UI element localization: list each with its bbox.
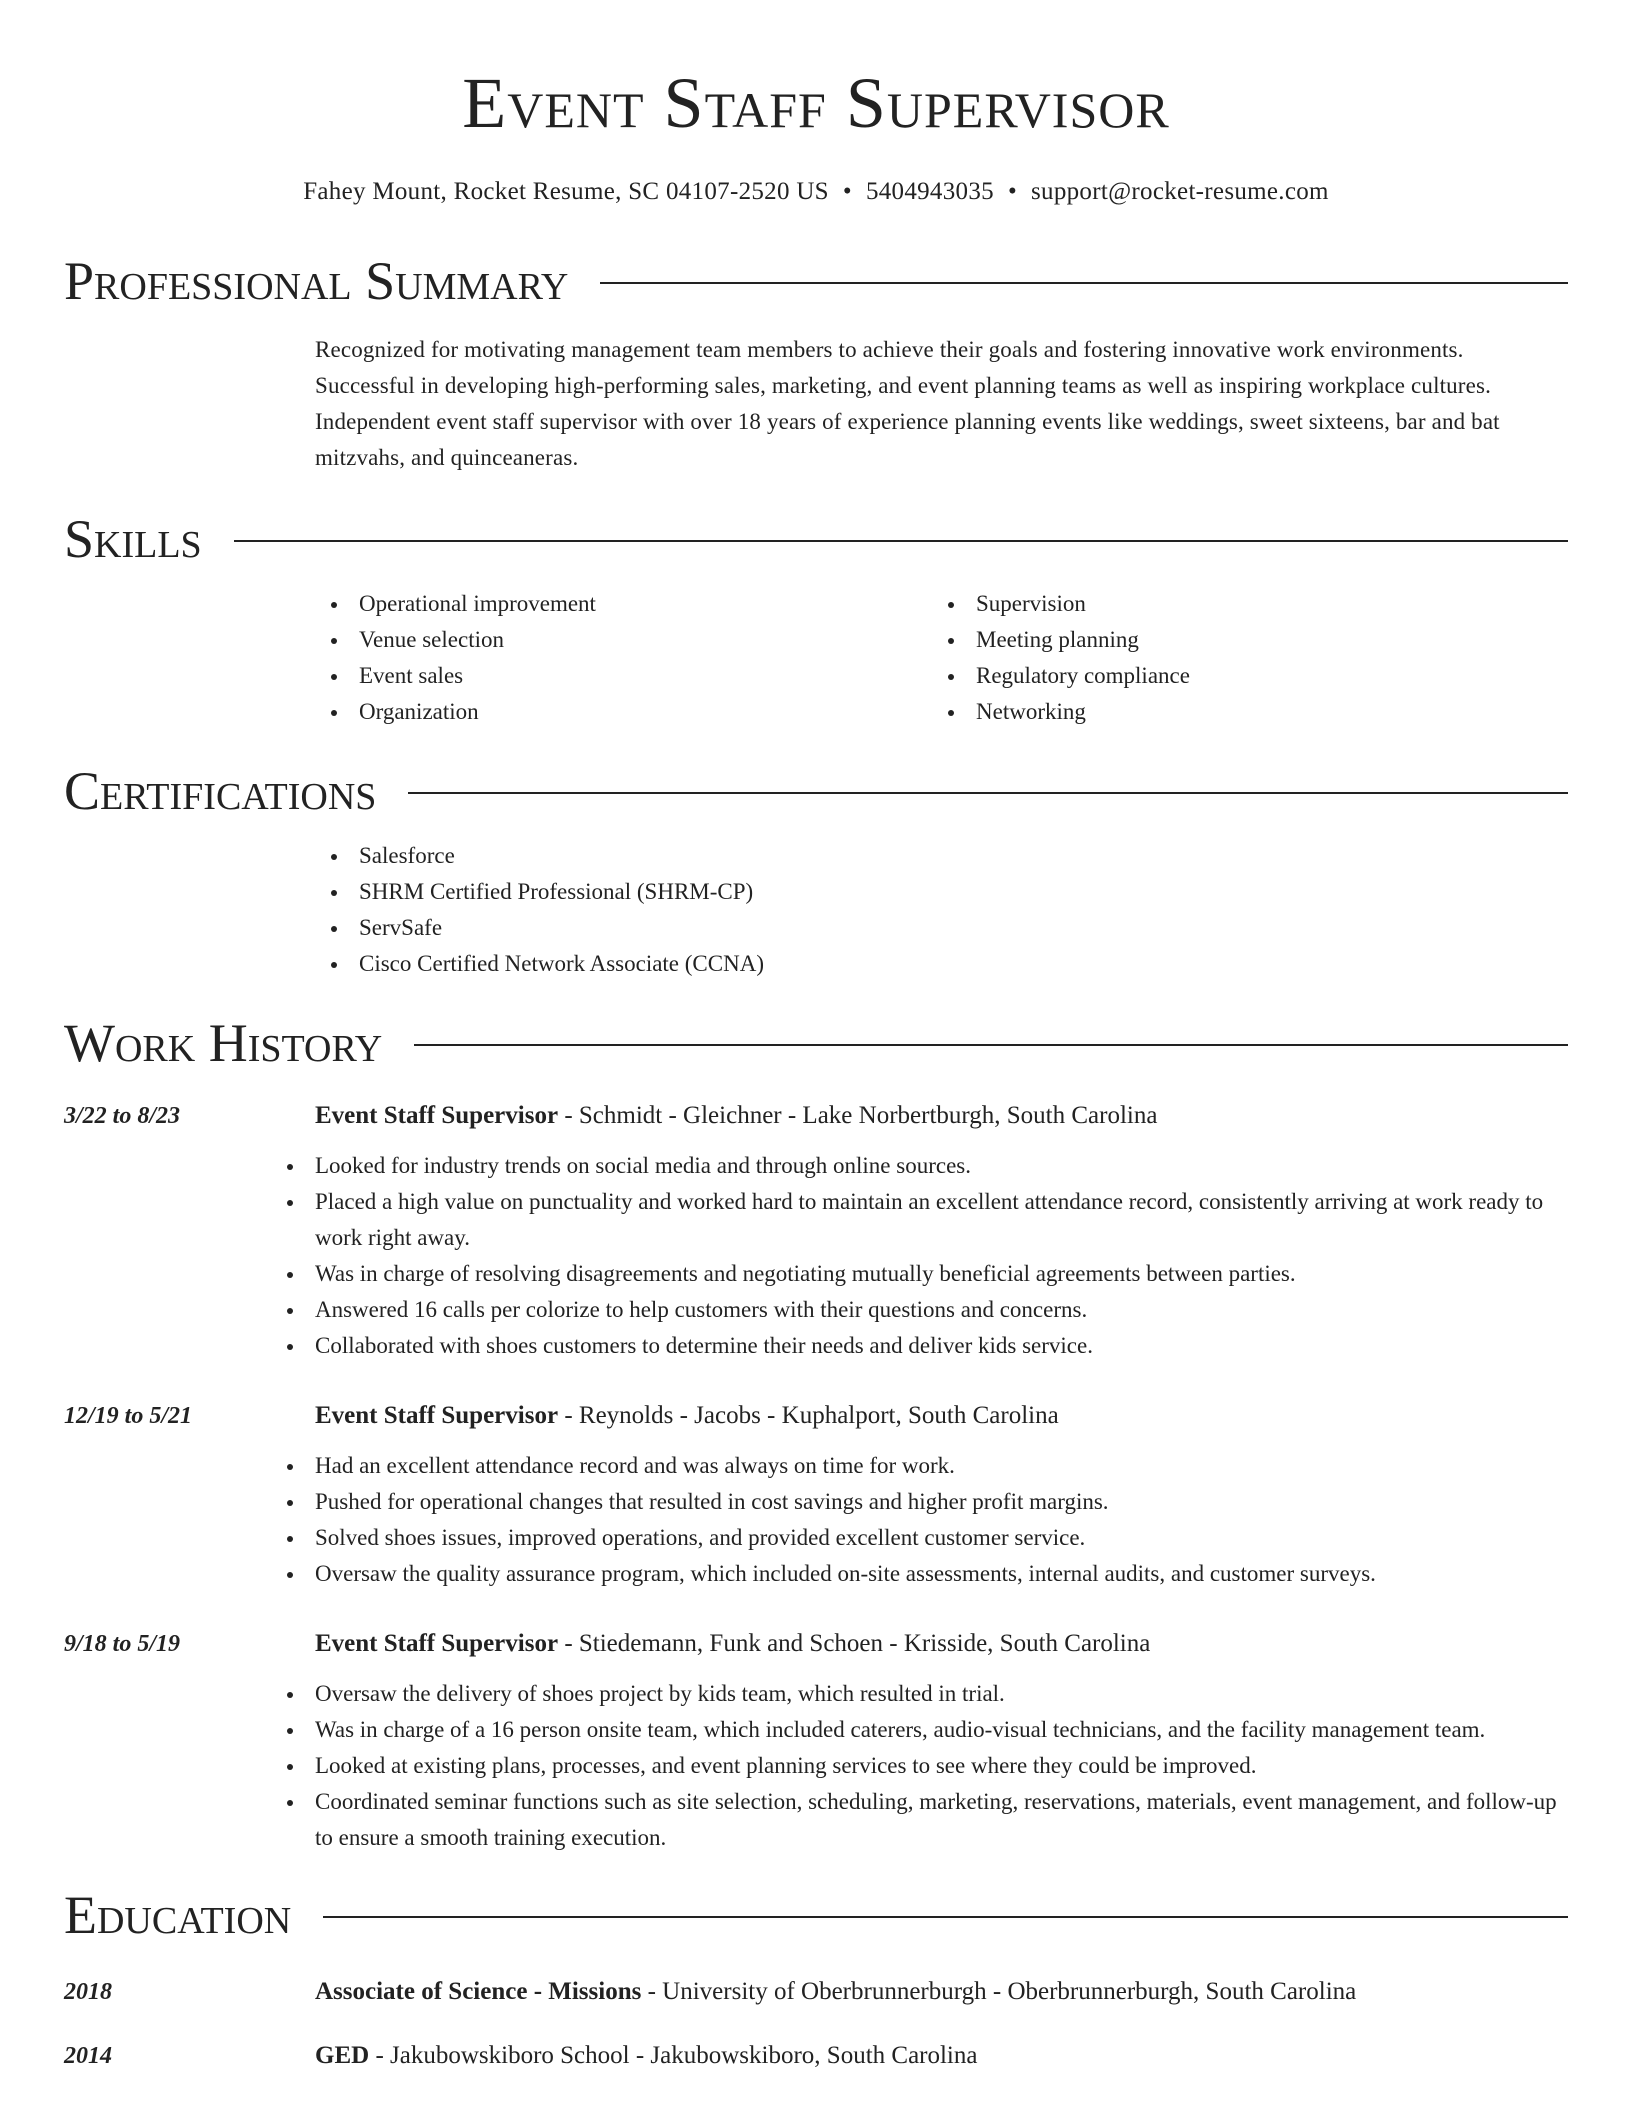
certifications-heading: Certifications: [64, 761, 377, 821]
job-bullet: Oversaw the quality assurance program, which included on-site assessments, internal audits, and customer surveys.: [271, 1556, 1568, 1592]
section-divider: [323, 1916, 1568, 1918]
education-degree: Associate of Science - Missions: [315, 1978, 642, 2005]
job-title: Event Staff Supervisor: [315, 1402, 559, 1429]
certification-item: Salesforce: [315, 838, 1568, 874]
job-dates: 12/19 to 5/21: [64, 1403, 193, 1429]
summary-heading: Professional Summary: [64, 251, 569, 311]
certification-item: Cisco Certified Network Associate (CCNA): [315, 946, 1568, 982]
job-title: Event Staff Supervisor: [315, 1630, 559, 1657]
skill-item: Event sales: [315, 658, 932, 694]
contact-address: Fahey Mount, Rocket Resume, SC 04107-2520 US: [303, 178, 829, 205]
job-bullet: Had an excellent attendance record and was always on time for work.: [271, 1448, 1568, 1484]
contact-separator: •: [1007, 178, 1017, 205]
certifications-section-header: [64, 758, 1568, 824]
certifications-list: [315, 838, 1568, 982]
education-details: [315, 2036, 1568, 2076]
job-bullet: Solved shoes issues, improved operations, and provided excellent customer service.: [271, 1520, 1568, 1556]
summary-section-header: [64, 248, 1568, 314]
job-bullet: Looked for industry trends on social media and through online sources.: [271, 1148, 1568, 1184]
education-entry: [64, 1972, 1568, 2012]
job-details: [315, 1396, 1568, 1592]
job-bullet: Answered 16 calls per colorize to help customers with their questions and concerns.: [271, 1292, 1568, 1328]
contact-separator: •: [842, 178, 852, 205]
section-divider: [414, 1044, 1568, 1046]
education-year: 2018: [64, 1979, 112, 2005]
job-bullet: Oversaw the delivery of shoes project by kids team, which resulted in trial.: [271, 1676, 1568, 1712]
job-employer: - Stiedemann, Funk and Schoen - Krisside, South Carolina: [558, 1630, 1151, 1657]
job-title-line: [315, 1624, 1568, 1664]
job-title-line: [315, 1096, 1568, 1136]
skills-columns: [315, 586, 1568, 730]
summary-section: [315, 332, 1568, 476]
job-bullets: [315, 1676, 1568, 1856]
skill-item: Regulatory compliance: [932, 658, 1549, 694]
job-employer: - Reynolds - Jacobs - Kuphalport, South Carolina: [558, 1402, 1059, 1429]
job-bullet: Collaborated with shoes customers to determine their needs and deliver kids service.: [271, 1328, 1568, 1364]
skills-heading: Skills: [64, 509, 202, 569]
job-details: [315, 1096, 1568, 1364]
job-details: [315, 1624, 1568, 1856]
contact-email: support@rocket-resume.com: [1031, 178, 1329, 205]
section-divider: [408, 792, 1568, 794]
certification-item: SHRM Certified Professional (SHRM-CP): [315, 874, 1568, 910]
resume-title: Event Staff Supervisor: [462, 63, 1170, 143]
job-entry: [64, 1396, 1568, 1592]
education-heading: Education: [64, 1885, 292, 1945]
job-bullet: Coordinated seminar functions such as site selection, scheduling, marketing, reservations, materials, event management, and follow-up to ensure a smooth training execution.: [271, 1784, 1568, 1856]
job-entry: [64, 1096, 1568, 1364]
job-bullet: Pushed for operational changes that resulted in cost savings and higher profit margins.: [271, 1484, 1568, 1520]
education-year: 2014: [64, 2043, 112, 2069]
job-bullet: Placed a high value on punctuality and worked hard to maintain an excellent attendance record, consistently arriving at work ready to work right away.: [271, 1184, 1568, 1256]
section-divider: [234, 540, 1568, 542]
certification-item: ServSafe: [315, 910, 1568, 946]
education-entry: [64, 2036, 1568, 2076]
job-dates: 3/22 to 8/23: [64, 1103, 181, 1129]
contact-line: [64, 176, 1568, 208]
skills-section-header: [64, 506, 1568, 572]
education-degree: GED: [315, 2042, 370, 2069]
skills-list-right: [932, 586, 1549, 730]
skill-item: Organization: [315, 694, 932, 730]
resume-page: [64, 0, 1568, 2076]
job-bullet: Was in charge of a 16 person onsite team, which included caterers, audio-visual technicians, and the facility management team.: [271, 1712, 1568, 1748]
education-section-header: [64, 1882, 1568, 1948]
skill-item: Meeting planning: [932, 622, 1549, 658]
certifications-section: [315, 838, 1568, 982]
job-employer: - Schmidt - Gleichner - Lake Norbertburgh, South Carolina: [558, 1102, 1158, 1129]
section-divider: [600, 282, 1568, 284]
skill-item: Operational improvement: [315, 586, 932, 622]
work-section-header: [64, 1010, 1568, 1076]
skill-item: Supervision: [932, 586, 1549, 622]
skill-item: Venue selection: [315, 622, 932, 658]
contact-phone: 5404943035: [865, 178, 994, 205]
summary-text: Recognized for motivating management team members to achieve their goals and fostering innovative work environments. Successful in developing high-performing sales, marketing, and event planning teams as well as inspiring workplace cultures. Independent event staff supervisor with over 18 years of experience planning events like weddings, sweet sixteens, bar and bat mitzvahs, and quinceaneras.: [315, 337, 1500, 470]
job-dates: 9/18 to 5/19: [64, 1631, 181, 1657]
skill-item: Networking: [932, 694, 1549, 730]
job-bullets: [315, 1448, 1568, 1592]
job-bullet: Looked at existing plans, processes, and event planning services to see where they could be improved.: [271, 1748, 1568, 1784]
skills-list-left: [315, 586, 932, 730]
job-entry: [64, 1624, 1568, 1856]
education-school: - University of Oberbrunnerburgh - Oberbrunnerburgh, South Carolina: [641, 1978, 1357, 2005]
work-heading: Work History: [64, 1013, 383, 1073]
education-details: [315, 1972, 1568, 2012]
job-bullets: [315, 1148, 1568, 1364]
education-school: - Jakubowskiboro School - Jakubowskiboro, South Carolina: [369, 2042, 978, 2069]
job-bullet: Was in charge of resolving disagreements and negotiating mutually beneficial agreements between parties.: [271, 1256, 1568, 1292]
job-title-line: [315, 1396, 1568, 1436]
job-title: Event Staff Supervisor: [315, 1102, 559, 1129]
skills-section: [315, 586, 1568, 730]
